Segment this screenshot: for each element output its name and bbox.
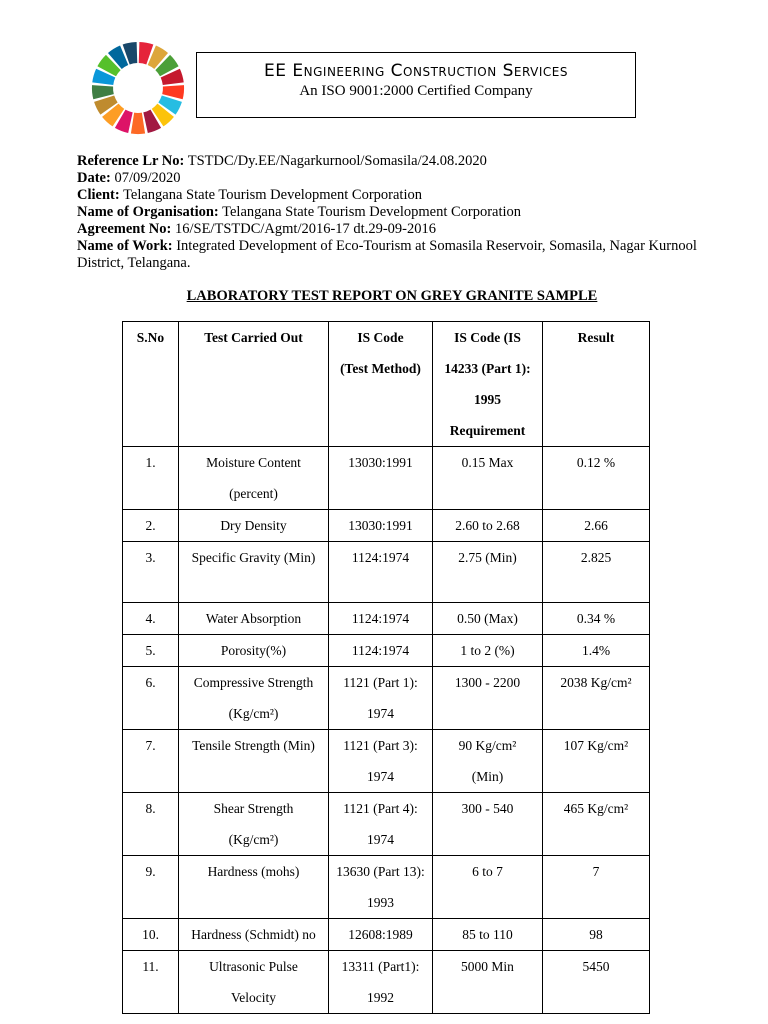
cell-requirement (433, 510, 543, 542)
reference-value: TSTDC/Dy.EE/Nagarkurnool/Somasila/24.08.2020 (187, 153, 487, 169)
table-row (123, 603, 650, 635)
cell-test-line: Velocity (231, 990, 276, 1005)
cell-result (543, 542, 650, 603)
cell-requirement-line: 90 Kg/cm² (458, 738, 517, 753)
cell-test (179, 856, 329, 919)
report-metadata (77, 153, 697, 272)
cell-test-line: Ultrasonic Pulse (209, 959, 298, 974)
table-row (123, 951, 650, 1014)
cell-test (179, 635, 329, 667)
cell-is-code (329, 856, 433, 919)
cell-requirement (433, 635, 543, 667)
cell-requirement (433, 856, 543, 919)
table-row (123, 856, 650, 919)
cell-is-code (329, 730, 433, 793)
cell-result-line: 2038 Kg/cm² (560, 675, 632, 690)
cell-is-code (329, 542, 433, 603)
cell-test (179, 510, 329, 542)
cell-sno-line: 11. (142, 959, 159, 974)
cell-requirement-line: 2.60 to 2.68 (455, 518, 520, 533)
cell-result-line: 0.12 % (576, 455, 616, 470)
work-value: Integrated Development of Eco-Tourism at Somasila Reservoir, Somasila, Nagar Kurnool District, Telangana. (77, 238, 697, 271)
cell-sno (123, 793, 179, 856)
date-line: Date: 07/09/2020 (77, 170, 181, 186)
cell-test-line: Moisture Content (206, 455, 301, 470)
cell-is-code-line: 13311 (Part1): (341, 959, 420, 974)
table-header-row (123, 322, 650, 447)
cell-test-line: Porosity(%) (220, 643, 287, 658)
cell-is-code-line: 1121 (Part 3): (343, 738, 418, 753)
cell-requirement (433, 951, 543, 1014)
cell-result (543, 919, 650, 951)
cell-result-line: 2.825 (580, 550, 612, 565)
table-row (123, 635, 650, 667)
agreement-value: 16/SE/TSTDC/Agmt/2016-17 dt.29-09-2016 (174, 221, 436, 237)
cell-test-line: Dry Density (220, 518, 287, 533)
company-subtitle: An ISO 9001:2000 Certified Company (299, 83, 533, 99)
cell-is-code (329, 510, 433, 542)
cell-result-line: 5450 (582, 959, 610, 974)
cell-requirement-line: 0.15 Max (461, 455, 514, 470)
header-is-code: IS Code (Test Method) (329, 322, 433, 447)
cell-is-code (329, 793, 433, 856)
cell-requirement (433, 542, 543, 603)
cell-test (179, 951, 329, 1014)
table-row (123, 542, 650, 603)
cell-sno (123, 510, 179, 542)
cell-requirement (433, 793, 543, 856)
cell-requirement (433, 667, 543, 730)
cell-is-code-line: 1121 (Part 4): (343, 801, 418, 816)
cell-sno (123, 667, 179, 730)
cell-is-code-line: 13030:1991 (348, 518, 413, 533)
cell-sno-line: 6. (145, 675, 156, 690)
cell-test-line: (percent) (229, 486, 278, 501)
header-result: Result (543, 322, 650, 447)
client-line: Client: Telangana State Tourism Development Corporation (77, 187, 422, 203)
cell-result (543, 667, 650, 730)
cell-requirement-line: 1300 - 2200 (454, 675, 521, 690)
client-value: Telangana State Tourism Development Corporation (123, 187, 422, 203)
cell-is-code (329, 603, 433, 635)
company-logo-wheel-icon (90, 40, 186, 136)
cell-test (179, 919, 329, 951)
cell-is-code (329, 951, 433, 1014)
cell-test (179, 793, 329, 856)
cell-requirement-line: (Min) (471, 769, 504, 784)
organisation-line: Name of Organisation: Telangana State Tourism Development Corporation (77, 204, 522, 220)
cell-result-line: 107 Kg/cm² (563, 738, 629, 753)
cell-sno (123, 730, 179, 793)
cell-is-code-line: 1124:1974 (351, 611, 410, 626)
table-row (123, 730, 650, 793)
cell-result-line: 465 Kg/cm² (563, 801, 629, 816)
logo-segment (131, 113, 145, 134)
cell-test (179, 603, 329, 635)
organisation-value: Telangana State Tourism Development Corporation (222, 204, 522, 220)
cell-requirement-line: 300 - 540 (461, 801, 514, 816)
cell-requirement-line: 85 to 110 (462, 927, 513, 942)
table-row (123, 667, 650, 730)
cell-result (543, 510, 650, 542)
cell-result-line: 1.4% (581, 643, 611, 658)
cell-sno-line: 10. (142, 927, 159, 942)
cell-test-line: (Kg/cm²) (228, 706, 279, 721)
cell-result (543, 730, 650, 793)
cell-test-line: Shear Strength (213, 801, 294, 816)
cell-requirement-line: 6 to 7 (472, 864, 503, 879)
cell-sno (123, 447, 179, 510)
cell-is-code-line: 1992 (367, 990, 394, 1005)
cell-sno-line: 1. (145, 455, 156, 470)
cell-requirement (433, 919, 543, 951)
cell-sno (123, 635, 179, 667)
cell-is-code (329, 447, 433, 510)
cell-requirement (433, 603, 543, 635)
cell-sno (123, 603, 179, 635)
cell-sno-line: 3. (145, 550, 156, 565)
cell-is-code-line: 1124:1974 (351, 643, 410, 658)
cell-sno (123, 919, 179, 951)
table-row (123, 793, 650, 856)
cell-test-line: Compressive Strength (193, 675, 314, 690)
cell-sno (123, 951, 179, 1014)
table-row (123, 510, 650, 542)
cell-sno-line: 8. (145, 801, 156, 816)
test-report-table (122, 321, 650, 1014)
cell-is-code-line: 1993 (367, 895, 394, 910)
company-header-box (196, 52, 636, 118)
cell-result (543, 447, 650, 510)
cell-requirement-line: 5000 Min (461, 959, 514, 974)
reference-line: Reference Lr No: TSTDC/Dy.EE/Nagarkurnool/Somasila/24.08.2020 (77, 153, 487, 169)
cell-test (179, 447, 329, 510)
cell-result (543, 603, 650, 635)
cell-test-line: Hardness (Schmidt) no (191, 927, 316, 942)
cell-is-code-line: 1974 (367, 769, 394, 784)
cell-is-code-line: 1974 (367, 832, 394, 847)
cell-test-line: Hardness (mohs) (207, 864, 300, 879)
cell-test-line: (Kg/cm²) (228, 832, 279, 847)
cell-sno (123, 856, 179, 919)
work-line: Name of Work: Integrated Development of Eco-Tourism at Somasila Reservoir, Somasila, Nagar Kurnool District, Telangana. (77, 238, 697, 271)
company-name: EE Engineering Construction Services (264, 61, 568, 81)
cell-sno (123, 542, 179, 603)
cell-is-code (329, 667, 433, 730)
cell-result (543, 793, 650, 856)
cell-is-code-line: 1974 (367, 706, 394, 721)
cell-sno-line: 2. (145, 518, 156, 533)
cell-sno-line: 7. (145, 738, 156, 753)
cell-is-code-line: 1121 (Part 1): (343, 675, 418, 690)
cell-is-code (329, 919, 433, 951)
date-value: 07/09/2020 (114, 170, 181, 186)
cell-requirement-line: 2.75 (Min) (458, 550, 517, 565)
cell-requirement-line: 0.50 (Max) (457, 611, 518, 626)
header-sno: S.No (123, 322, 179, 447)
agreement-line: Agreement No: 16/SE/TSTDC/Agmt/2016-17 dt.29-09-2016 (77, 221, 436, 237)
cell-test-line: Water Absorption (205, 611, 302, 626)
cell-is-code-line: 12608:1989 (348, 927, 413, 942)
header-test: Test Carried Out (179, 322, 329, 447)
table-row (123, 919, 650, 951)
cell-result-line: 98 (589, 927, 603, 942)
table-row (123, 447, 650, 510)
header-requirement: IS Code (IS 14233 (Part 1): 1995 Requirement (433, 322, 543, 447)
cell-requirement-line: 1 to 2 (%) (460, 643, 515, 658)
cell-is-code (329, 635, 433, 667)
cell-test-line: Tensile Strength (Min) (192, 738, 315, 753)
report-title: LABORATORY TEST REPORT ON GREY GRANITE SAMPLE (186, 288, 598, 304)
cell-requirement (433, 730, 543, 793)
cell-test (179, 730, 329, 793)
cell-is-code-line: 13030:1991 (348, 455, 413, 470)
cell-requirement (433, 447, 543, 510)
cell-result-line: 7 (592, 864, 600, 879)
cell-is-code-line: 1124:1974 (351, 550, 410, 565)
cell-result (543, 951, 650, 1014)
cell-test-line: Specific Gravity (Min) (191, 550, 316, 565)
cell-result-line: 2.66 (584, 518, 608, 533)
cell-result (543, 856, 650, 919)
cell-result (543, 635, 650, 667)
cell-test (179, 667, 329, 730)
cell-result-line: 0.34 % (576, 611, 616, 626)
cell-sno-line: 4. (145, 611, 156, 626)
cell-is-code-line: 13630 (Part 13): (336, 864, 425, 879)
cell-sno-line: 5. (145, 643, 156, 658)
cell-sno-line: 9. (145, 864, 156, 879)
cell-test (179, 542, 329, 603)
